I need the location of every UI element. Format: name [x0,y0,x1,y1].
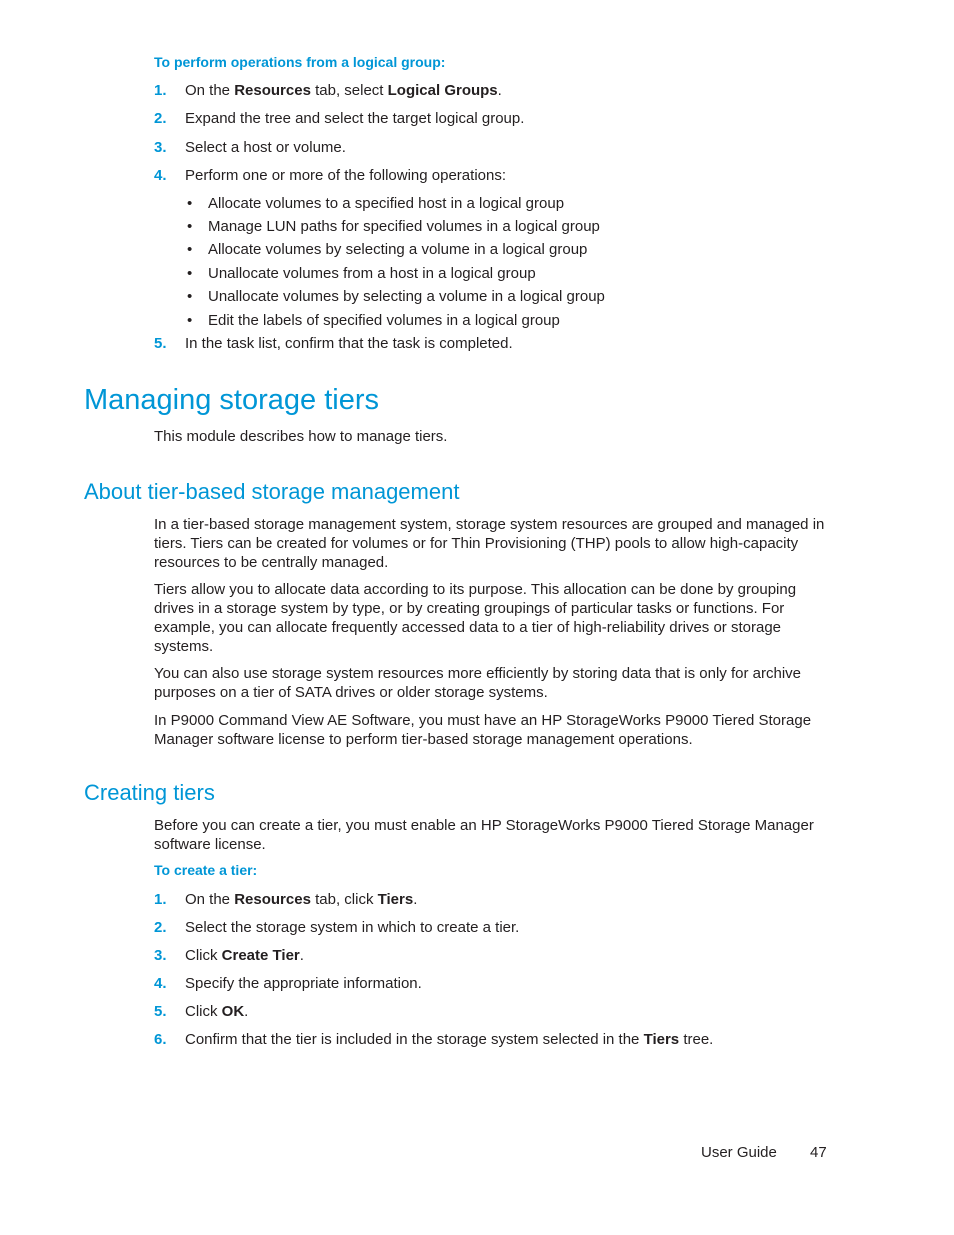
procedure-title-logical-group: To perform operations from a logical group: [154,54,446,70]
bullet-item: Allocate volumes to a specified host in a logical group [208,195,565,212]
step-number: 1. [154,82,167,99]
step-text: On the Resources tab, select Logical Groups. [185,82,502,99]
step-number: 2. [154,110,167,127]
step-number: 5. [154,1003,167,1020]
procedure-title-create-tier: To create a tier: [154,862,258,878]
step-number: 4. [154,975,167,992]
ui-term: Resources [234,82,311,99]
step-number: 3. [154,139,167,156]
bullet-icon: • [187,288,193,305]
section-intro: This module describes how to manage tiers. [154,428,448,445]
bullet-icon: • [187,312,193,329]
step-text: Click Create Tier. [185,947,304,964]
step-text: Select the storage system in which to create a tier. [185,919,520,936]
paragraph: You can also use storage system resources more efficiently by storing data that is only for archive purposes on a tier of SATA drives or older storage systems. [154,665,801,701]
subsection-heading-about: About tier-based storage management [84,479,460,504]
bullet-item: Edit the labels of specified volumes in a logical group [208,312,560,329]
paragraph: In P9000 Command View AE Software, you must have an HP StorageWorks P9000 Tiered Storage Manager software license to perform tier-based storage management operations. [154,712,812,748]
bullet-item: Unallocate volumes from a host in a logical group [208,265,536,282]
step-text: Perform one or more of the following operations: [185,167,506,184]
step-text: Click OK. [185,1003,249,1020]
step-number: 5. [154,335,167,352]
step-text: Select a host or volume. [185,139,346,156]
ui-term: Create Tier [221,947,300,964]
step-text: Specify the appropriate information. [185,975,422,992]
ui-term: Tiers [643,1031,680,1048]
step-number: 3. [154,947,167,964]
section-heading-managing-storage-tiers: Managing storage tiers [84,384,379,416]
paragraph: Tiers allow you to allocate data according to its purpose. This allocation can be done by grouping drives in a storage system by type, or by creating groupings of particular tasks or functions. For example, you can allocate frequently accessed data to a tier of high-reliability drives or storage systems. [154,581,797,655]
step-text: On the Resources tab, click Tiers. [185,891,418,908]
footer-label: User Guide [701,1144,777,1161]
bullet-item: Manage LUN paths for specified volumes in a logical group [208,218,600,235]
step-number: 4. [154,167,167,184]
step-text: Expand the tree and select the target logical group. [185,110,525,127]
ui-term: Resources [234,891,311,908]
bullet-icon: • [187,195,193,212]
bullet-item: Unallocate volumes by selecting a volume in a logical group [208,288,605,305]
step-text: Confirm that the tier is included in the storage system selected in the Tiers tree. [185,1031,714,1048]
ui-term: Tiers [377,891,414,908]
page-number: 47 [810,1144,827,1161]
step-text: In the task list, confirm that the task is completed. [185,335,513,352]
step-number: 2. [154,919,167,936]
ui-term: OK [221,1003,245,1020]
bullet-icon: • [187,218,193,235]
bullet-item: Allocate volumes by selecting a volume in a logical group [208,241,588,258]
step-number: 6. [154,1031,167,1048]
paragraph: Before you can create a tier, you must enable an HP StorageWorks P9000 Tiered Storage Manager software license. [154,817,814,853]
bullet-icon: • [187,241,193,258]
subsection-heading-creating-tiers: Creating tiers [84,780,215,805]
bullet-icon: • [187,265,193,282]
ui-term: Logical Groups [387,82,498,99]
paragraph: In a tier-based storage management system, storage system resources are grouped and managed in tiers. Tiers can be created for volumes or for Thin Provisioning (THP) pools to allow high-capacity resources to be centrally managed. [154,516,825,571]
step-number: 1. [154,891,167,908]
